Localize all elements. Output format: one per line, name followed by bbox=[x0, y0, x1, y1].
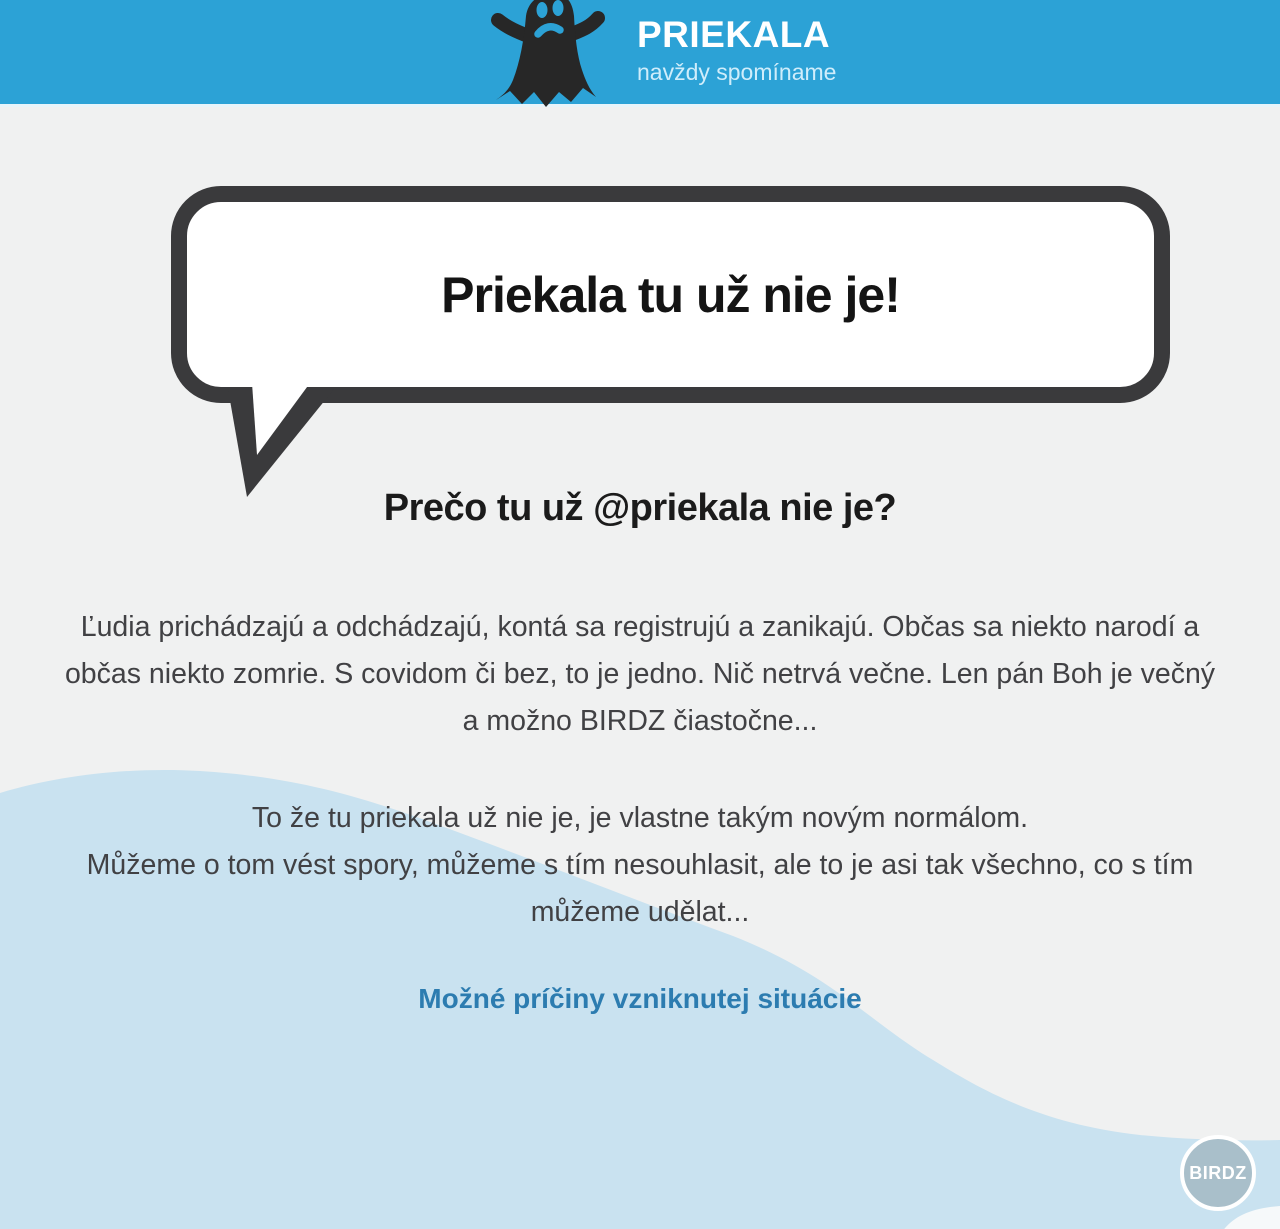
paragraph-2-line1: To že tu priekala už nie je, je vlastne takým novým normálom. bbox=[251, 802, 1029, 834]
possible-causes-link[interactable]: Možné príčiny vzniknutej situácie bbox=[418, 983, 862, 1014]
birdz-badge-label: BIRDZ bbox=[1189, 1162, 1247, 1183]
site-title: PRIEKALA bbox=[637, 14, 831, 55]
site-subtitle: navždy spomíname bbox=[637, 59, 837, 85]
header-text bbox=[637, 15, 836, 85]
paragraph-1: Ľudia prichádzajú a odchádzajú, kontá sa registrujú a zanikajú. Občas sa niekto narodí a občas niekto zomrie. S covidom či bez, to je jedno. Nič netrvá večne. Len pán Boh je večný a možno BIRDZ čiastočne... bbox=[64, 611, 1216, 737]
speech-bubble-tail-icon bbox=[205, 373, 345, 503]
paragraph-2 bbox=[60, 795, 1220, 936]
main-content bbox=[0, 107, 1280, 1229]
sad-ghost-icon bbox=[476, 0, 616, 114]
speech-bubble bbox=[171, 186, 1170, 403]
header bbox=[0, 0, 1280, 107]
speech-bubble-title: Priekala tu už nie je! bbox=[441, 266, 900, 323]
birdz-badge[interactable] bbox=[1180, 1135, 1256, 1211]
section-heading: Prečo tu už @priekala nie je? bbox=[383, 487, 897, 529]
paragraph-2-rest: Můžeme o tom vést spory, můžeme s tím nesouhlasit, ale to je asi tak všechno, co s tím můžeme udělat... bbox=[86, 849, 1194, 928]
